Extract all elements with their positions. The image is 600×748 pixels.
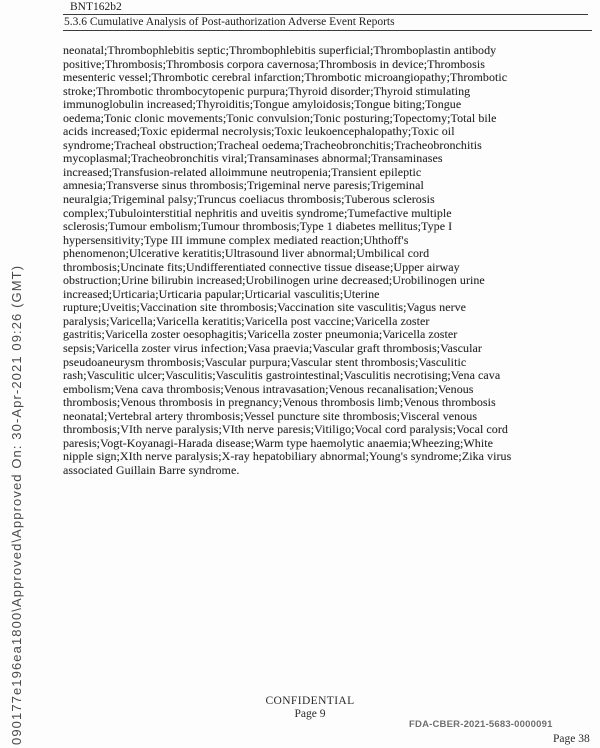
header-divider-top [63, 14, 588, 15]
section-title: 5.3.6 Cumulative Analysis of Post-authorization Adverse Event Reports [64, 16, 395, 28]
header-divider-bottom [63, 30, 592, 31]
bates-number-stamp: FDA-CBER-2021-5683-0000091 [409, 719, 553, 730]
page-number-center: Page 9 [294, 708, 326, 720]
confidential-label: CONFIDENTIAL [265, 695, 355, 707]
adverse-events-list-text: neonatal;Thrombophlebitis septic;Thrombophlebitis superficial;Thromboplastin antibody positive;Thrombosis;Thrombosis corpora cavernosa;Thrombosis in device;Thrombosis mesenteric vessel;Thrombotic cerebral infarction;Thrombotic microangiopathy;Thrombotic stroke;Thrombotic thrombocytopenic purpura;Thyroid disorder;Thyroid stimulating immunoglobulin increased;Thyroiditis;Tongue amyloidosis;Tongue biting;Tongue oedema;Tonic clonic movements;Tonic convulsion;Tonic posturing;Topectomy;Total bile acids increased;Toxic epidermal necrolysis;Toxic leukoencephalopathy;Toxic oil syndrome;Tracheal obstruction;Tracheal oedema;Tracheobronchitis;Tracheobronchitis mycoplasmal;Tracheobronchitis viral;Transaminases abnormal;Transaminases increased;Transfusion-related alloimmune neutropenia;Transient epileptic amnesia;Transverse sinus thrombosis;Trigeminal nerve paresis;Trigeminal neuralgia;Trigeminal palsy;Truncus coeliacus thrombosis;Tuberous sclerosis complex;Tubulointerstitial nephritis and uveitis syndrome;Tumefactive multiple sclerosis;Tumour embolism;Tumour thrombosis;Type 1 diabetes mellitus;Type I hypersensitivity;Type III immune complex mediated reaction;Uhthoff's phenomenon;Ulcerative keratitis;Ultrasound liver abnormal;Umbilical cord thrombosis;Uncinate fits;Undifferentiated connective tissue disease;Upper airway obstruction;Urine bilirubin increased;Urobilinogen urine decreased;Urobilinogen urine increased;Urticaria;Urticaria papular;Urticarial vasculitis;Uterine rupture;Uveitis;Vaccination site thrombosis;Vaccination site vasculitis;Vagus nerve paralysis;Varicella;Varicella keratitis;Varicella post vaccine;Varicella zoster gastritis;Varicella zoster oesophagitis;Varicella zoster pneumonia;Varicella zoster sepsis;Varicella zoster virus infection;Vasa praevia;Vascular graft thrombosis;Vascular pseudoaneurysm thrombosis;Vascular purpura;Vascular stent thrombosis;Vasculitic rash;Vasculitic ulcer;Vasculitis;Vasculitis gastrointestinal;Vasculitis necrotising;Vena cava embolism;Vena cava thrombosis;Venous intravasation;Venous recanalisation;Venous thrombosis;Venous thrombosis in pregnancy;Venous thrombosis limb;Venous thrombosis neonatal;Vertebral artery thrombosis;Vessel puncture site thrombosis;Visceral venous thrombosis;VIth nerve paralysis;VIth nerve paresis;Vitiligo;Vocal cord paralysis;Vocal cord paresis;Vogt-Koyanagi-Harada disease;Warm type haemolytic anaemia;Wheezing;White nipple sign;XIth nerve paralysis;X-ray hepatobiliary abnormal;Young's syndrome;Zika virus associated Guillain Barre syndrome. [63, 43, 512, 477]
document-id: BNT162b2 [70, 1, 122, 13]
page-number-corner: Page 38 [553, 733, 590, 745]
footer-center-block [185, 695, 435, 720]
approval-stamp-vertical-text: 090177e196ea1800\Approved\Approved On: 30-Apr-2021 09:26 (GMT) [9, 264, 24, 745]
